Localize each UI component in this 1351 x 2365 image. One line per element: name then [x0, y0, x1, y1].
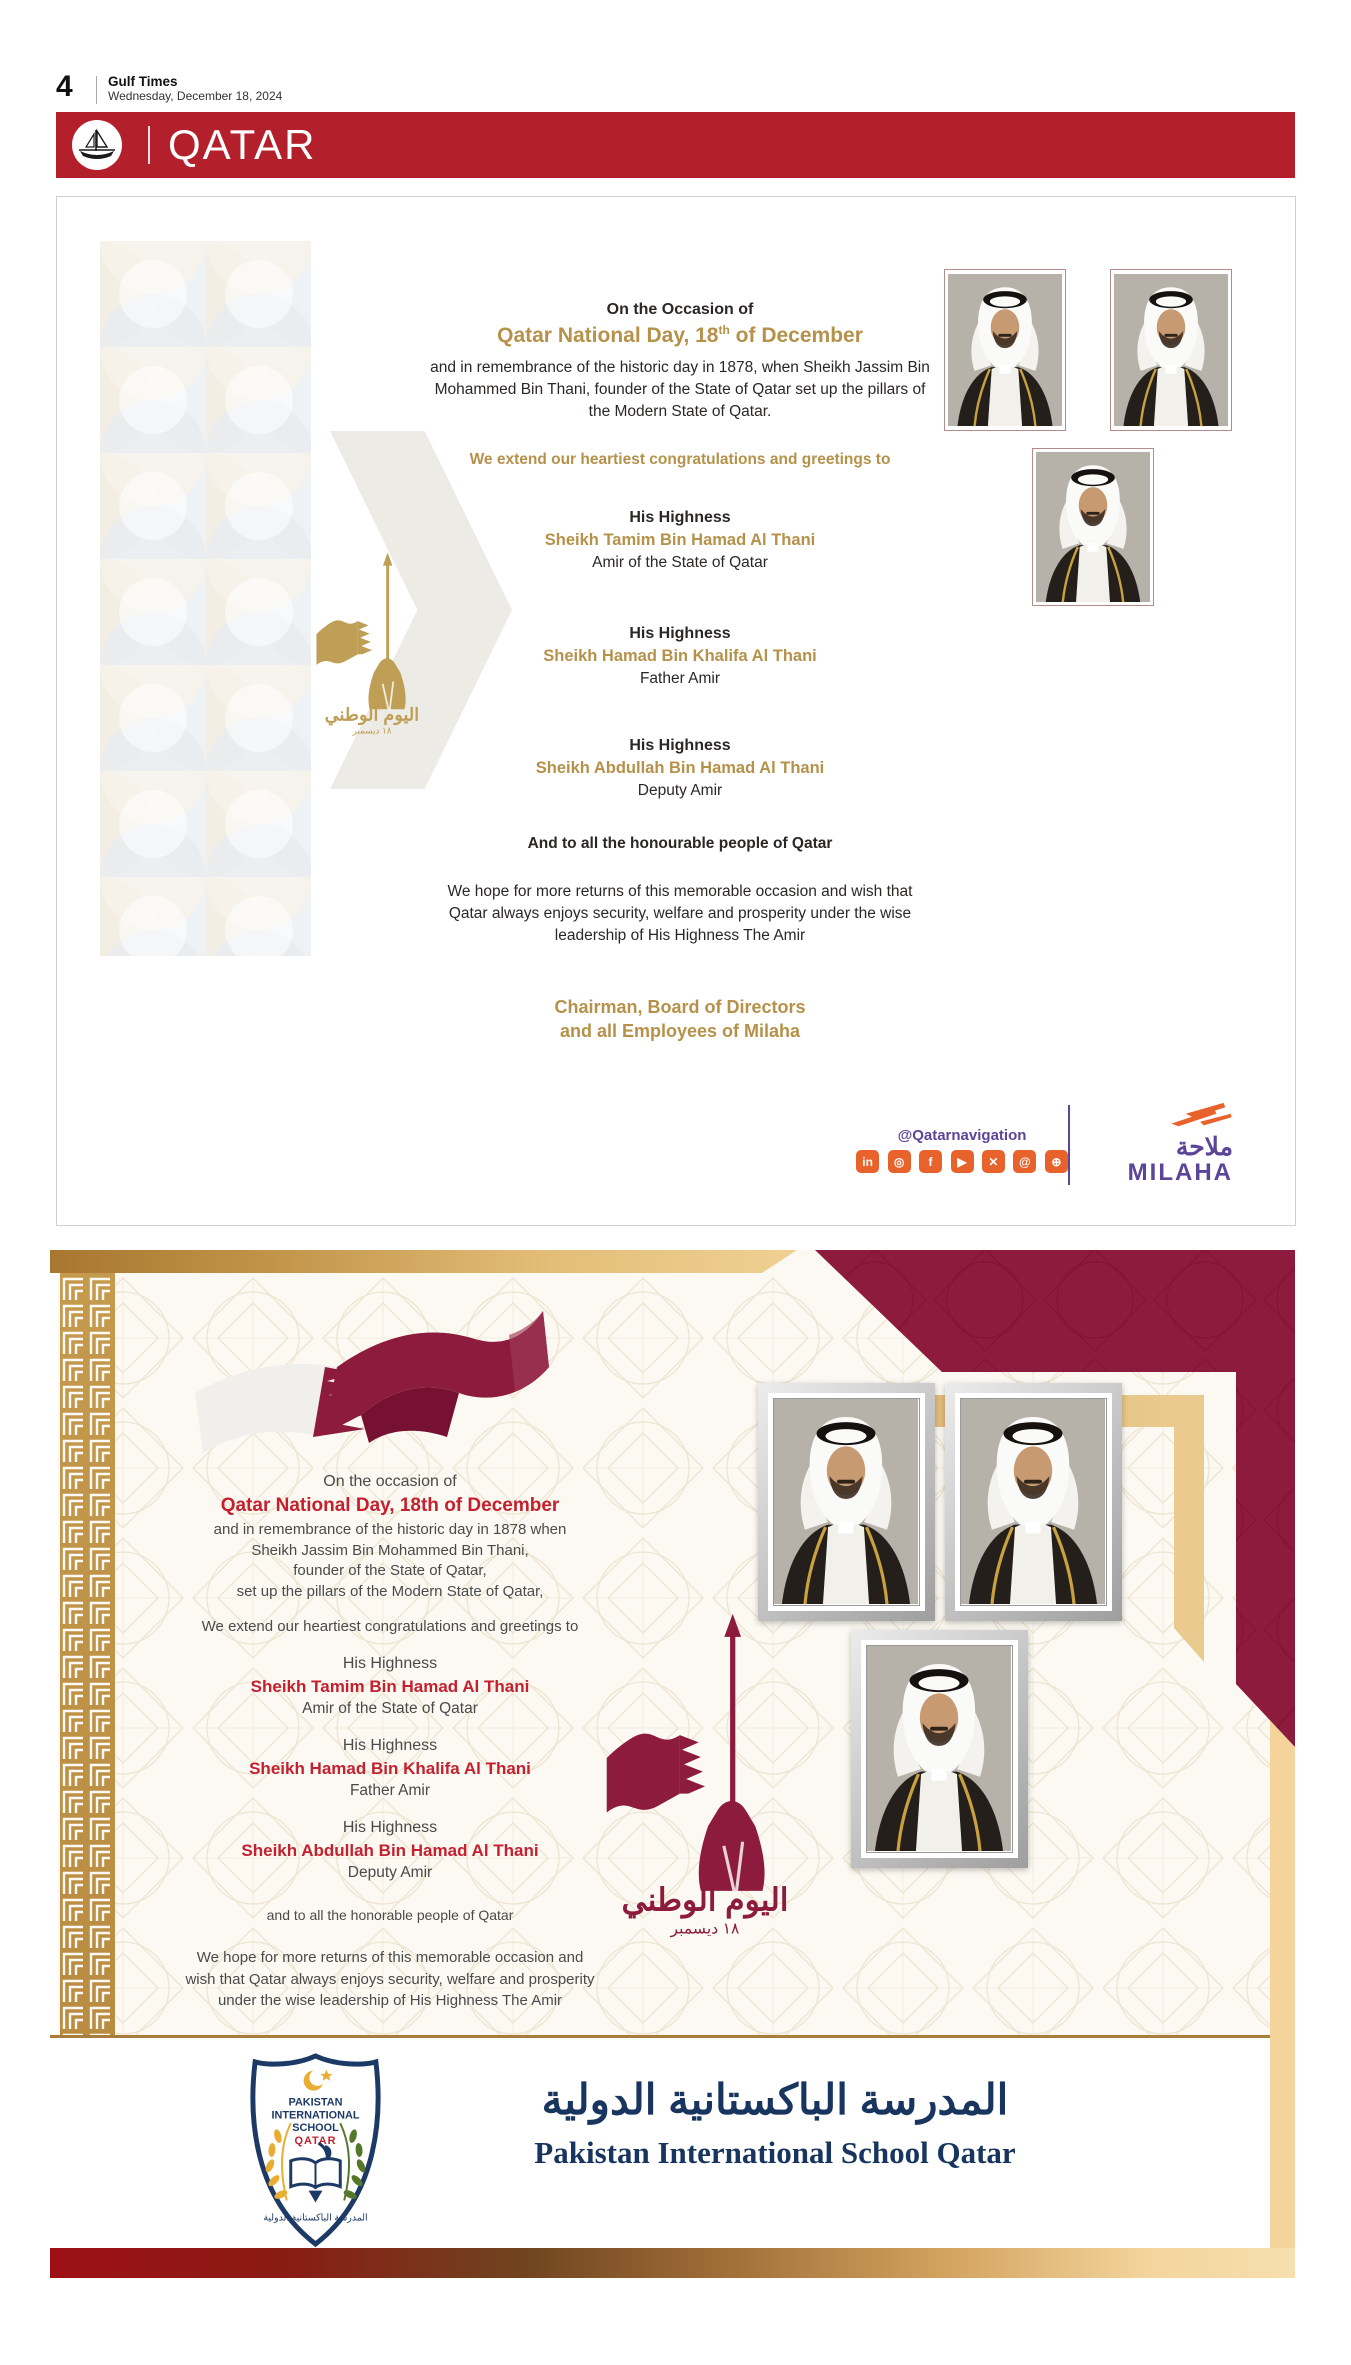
ad-title-prefix: Qatar National Day, 18: [497, 324, 719, 347]
dedication-role: Amir of the State of Qatar: [592, 554, 768, 571]
gold-top-band: [50, 1250, 810, 1273]
dedication-father-amir: [370, 623, 990, 690]
dedication-role: Deputy Amir: [347, 1864, 433, 1881]
dedication-amir: [128, 1653, 652, 1719]
dedication-role: Deputy Amir: [637, 782, 723, 799]
page-number: 4: [56, 70, 73, 103]
crest-line3: SCHOOL: [292, 2122, 339, 2135]
ad-title: [370, 323, 990, 348]
school-name-english: Pakistan International School Qatar: [534, 2135, 1016, 2170]
school-name-block: [405, 2075, 1145, 2173]
greeting-line: We extend our heartiest congratulations and greetings to: [469, 451, 891, 468]
intro-line: founder of the State of Qatar,: [293, 1562, 487, 1579]
gold-separator-line: [50, 2035, 1270, 2038]
occasion-line: On the Occasion of: [606, 301, 754, 318]
intro-paragraph: [370, 357, 990, 423]
hope-line: under the wise leadership of His Highness The Amir: [217, 1992, 563, 2009]
crest-line4: QATAR: [294, 2135, 337, 2148]
intro-line: and in remembrance of the historic day in 1878 when: [213, 1521, 567, 1538]
dhow-logo-icon: [72, 120, 122, 170]
emblem-arabic-date: ١٨ ديسمبر: [670, 1920, 740, 1938]
greeting-line: We extend our heartiest congratulations and greetings to: [201, 1618, 579, 1635]
ad-title-ordinal: th: [718, 323, 730, 337]
crest-line2: INTERNATIONAL: [271, 2109, 360, 2122]
website-icon[interactable]: ⊕: [1045, 1150, 1068, 1173]
dedication-name: Sheikh Tamim Bin Hamad Al Thani: [544, 531, 816, 549]
qatar-flag-ribbon: [175, 1275, 555, 1465]
x-icon[interactable]: ✕: [982, 1150, 1005, 1173]
social-handle: @Qatarnavigation: [897, 1127, 1027, 1144]
dedication-role: Amir of the State of Qatar: [302, 1700, 478, 1717]
occasion-line: On the occasion of: [323, 1473, 457, 1490]
portrait-father-amir: [945, 1383, 1122, 1621]
meander-border: [60, 1273, 115, 2035]
hope-line: wish that Qatar always enjoys security, welfare and prosperity: [185, 1970, 595, 1988]
dedication-father-amir: [128, 1735, 652, 1801]
section-banner: [56, 112, 1295, 178]
portrait-deputy-amir: [851, 1630, 1028, 1868]
crest-line1: PAKISTAN: [288, 2096, 343, 2109]
qatar-national-day-emblem: [590, 1595, 820, 1985]
salutation: His Highness: [342, 1819, 438, 1836]
dedication-amir: [370, 507, 990, 574]
ad-title: Qatar National Day, 18th of December: [220, 1495, 560, 1516]
social-block: [802, 1127, 1122, 1173]
ad-title-suffix: of December: [729, 324, 863, 347]
crest-arabic-ribbon: المدرسة الباكستانية الدولية: [263, 2211, 368, 2223]
signature-line1: Chairman, Board of Directors: [554, 997, 806, 1017]
footer-divider: [1068, 1105, 1070, 1185]
portrait-father-amir: [1110, 269, 1232, 431]
dedication-deputy-amir: [128, 1817, 652, 1883]
salutation: His Highness: [342, 1737, 438, 1754]
emblem-arabic-title: اليوم الوطني: [324, 704, 420, 725]
signature-line2: and all Employees of Milaha: [559, 1021, 801, 1041]
circle-pattern-decoration: [100, 241, 311, 956]
social-icons-row: [802, 1150, 1122, 1173]
salutation: His Highness: [629, 737, 731, 754]
school-crest: [228, 2050, 403, 2248]
school-name-arabic: المدرسة الباكستانية الدولية: [541, 2076, 1009, 2123]
milaha-logo: [1100, 1102, 1233, 1186]
signature-block: [370, 995, 990, 1043]
dedication-role: Father Amir: [349, 1782, 431, 1799]
milaha-wing-icon: [1100, 1102, 1233, 1134]
dedication-deputy-amir: [370, 735, 990, 802]
dedication-name: Sheikh Tamim Bin Hamad Al Thani: [250, 1677, 530, 1696]
newspaper-name: Gulf Times: [108, 74, 178, 89]
intro-line: set up the pillars of the Modern State of Qatar,: [236, 1582, 544, 1600]
people-line: and to all the honorable people of Qatar: [266, 1907, 514, 1923]
dedication-role: Father Amir: [639, 670, 721, 687]
salutation: His Highness: [629, 509, 731, 526]
salutation: His Highness: [629, 625, 731, 642]
instagram-icon[interactable]: ◎: [888, 1150, 911, 1173]
header-divider: [96, 76, 97, 104]
dedication-name: Sheikh Hamad Bin Khalifa Al Thani: [249, 1759, 531, 1778]
hope-line: We hope for more returns of this memorable occasion and: [196, 1949, 584, 1966]
emblem-arabic-date: ١٨ ديسمبر: [352, 725, 392, 736]
issue-date: Wednesday, December 18, 2024: [108, 89, 283, 103]
bottom-gradient-bar: [50, 2248, 1295, 2278]
portrait-amir: [758, 1383, 935, 1621]
facebook-icon[interactable]: f: [919, 1150, 942, 1173]
dedication-name: Sheikh Abdullah Bin Hamad Al Thani: [535, 759, 825, 777]
dedication-name: Sheikh Hamad Bin Khalifa Al Thani: [543, 647, 817, 665]
emblem-arabic-title: اليوم الوطني: [621, 1882, 789, 1918]
milaha-logo-latin: MILAHA: [1127, 1159, 1233, 1186]
portrait-deputy-amir: [1032, 448, 1154, 606]
milaha-logo-arabic: ملاحة: [1175, 1133, 1233, 1161]
school-ad: [50, 1245, 1295, 2278]
section-title: QATAR: [168, 121, 317, 168]
intro-text: and in remembrance of the historic day in 1878, when Sheikh Jassim Bin Mohammed Bin Thani, founder of the State of Qatar set up the pillars of the Modern State of Qatar.: [430, 359, 930, 420]
portrait-amir: [944, 269, 1066, 431]
intro-paragraph: [128, 1520, 652, 1602]
people-line: And to all the honourable people of Qatar: [527, 835, 833, 852]
salutation: His Highness: [342, 1655, 438, 1672]
dedication-name: Sheikh Abdullah Bin Hamad Al Thani: [241, 1841, 539, 1860]
threads-icon[interactable]: @: [1013, 1150, 1036, 1173]
hope-text: We hope for more returns of this memorable occasion and wish that Qatar always enjoys security, welfare and prosperity under the wise leadership of His Highness The Amir: [447, 883, 913, 944]
milaha-ad: [56, 196, 1296, 1226]
masthead: [108, 74, 282, 103]
hope-paragraph: [128, 1947, 652, 2012]
youtube-icon[interactable]: ▶: [951, 1150, 974, 1173]
intro-line: Sheikh Jassim Bin Mohammed Bin Thani,: [251, 1541, 529, 1559]
banner-divider: [148, 126, 150, 164]
hope-paragraph: [370, 881, 990, 947]
linkedin-icon[interactable]: in: [856, 1150, 879, 1173]
